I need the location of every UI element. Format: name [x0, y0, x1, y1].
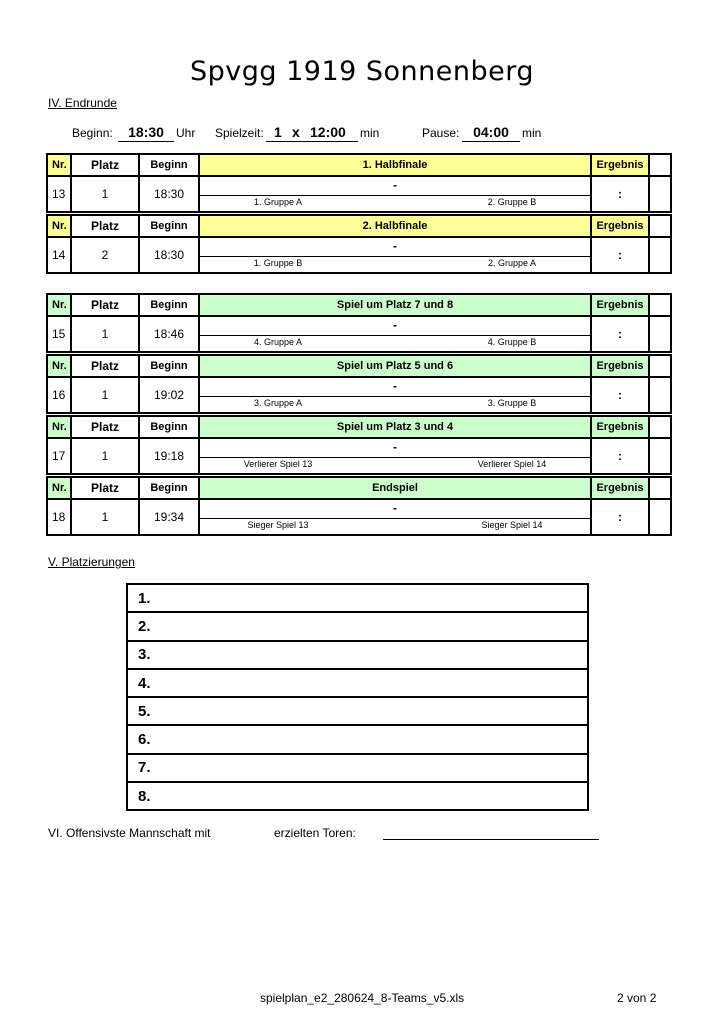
placement-cell[interactable]: 8. — [127, 782, 588, 810]
header-platz: Platz — [71, 154, 139, 176]
placements-table — [126, 583, 589, 811]
match-table — [46, 354, 672, 414]
match-extra-cell — [649, 438, 671, 474]
header-platz: Platz — [71, 355, 139, 377]
match-fixture — [199, 499, 591, 535]
placement-cell[interactable]: 5. — [127, 697, 588, 725]
footer-page-number: 2 von 2 — [617, 991, 657, 1005]
team-2: 2. Gruppe B — [487, 197, 537, 207]
header-nr: Nr. — [47, 477, 71, 499]
team-2: 4. Gruppe B — [487, 337, 537, 347]
match-number: 13 — [47, 176, 71, 212]
team-1: 3. Gruppe A — [253, 398, 303, 408]
header-platz: Platz — [71, 215, 139, 237]
match-number: 17 — [47, 438, 71, 474]
section-platzierungen-heading: V. Platzierungen — [48, 555, 135, 569]
match-title: 1. Halbfinale — [199, 154, 591, 176]
match-table — [46, 415, 672, 475]
match-result[interactable]: : — [591, 438, 649, 474]
match-title: Spiel um Platz 3 und 4 — [199, 416, 591, 438]
match-fixture — [199, 237, 591, 273]
header-ergebnis: Ergebnis — [591, 215, 649, 237]
fixture-dash: - — [393, 318, 397, 332]
team-2: 2. Gruppe A — [487, 258, 537, 268]
header-nr: Nr. — [47, 294, 71, 316]
fixture-dash: - — [393, 501, 397, 515]
match-extra-cell — [649, 176, 671, 212]
header-ergebnis: Ergebnis — [591, 477, 649, 499]
header-beginn: Beginn — [139, 416, 199, 438]
team-1: Sieger Spiel 13 — [247, 520, 309, 530]
fixture-dash: - — [393, 379, 397, 393]
header-extra-cell — [649, 416, 671, 438]
team-1: Verlierer Spiel 13 — [243, 459, 313, 469]
match-extra-cell — [649, 237, 671, 273]
match-start-time: 18:30 — [139, 237, 199, 273]
match-start-time: 19:18 — [139, 438, 199, 474]
match-fixture — [199, 377, 591, 413]
fixture-divider — [200, 256, 590, 257]
team-2: Verlierer Spiel 14 — [477, 459, 547, 469]
header-nr: Nr. — [47, 355, 71, 377]
match-platz: 2 — [71, 237, 139, 273]
team-1: 1. Gruppe A — [253, 197, 303, 207]
placement-cell[interactable]: 3. — [127, 641, 588, 669]
beginn-label: Beginn: — [72, 126, 113, 140]
match-result[interactable]: : — [591, 176, 649, 212]
placement-row — [127, 782, 588, 810]
placement-row — [127, 669, 588, 697]
match-platz: 1 — [71, 499, 139, 535]
header-platz: Platz — [71, 294, 139, 316]
match-platz: 1 — [71, 176, 139, 212]
goals-blank[interactable] — [218, 826, 272, 840]
match-result[interactable]: : — [591, 237, 649, 273]
match-number: 18 — [47, 499, 71, 535]
header-platz: Platz — [71, 416, 139, 438]
header-ergebnis: Ergebnis — [591, 294, 649, 316]
team-2: Sieger Spiel 14 — [481, 520, 543, 530]
match-extra-cell — [649, 499, 671, 535]
placement-cell[interactable]: 2. — [127, 612, 588, 640]
fixture-divider — [200, 335, 590, 336]
match-platz: 1 — [71, 438, 139, 474]
header-beginn: Beginn — [139, 355, 199, 377]
fixture-dash: - — [393, 239, 397, 253]
header-nr: Nr. — [47, 215, 71, 237]
fixture-divider — [200, 518, 590, 519]
section-endrunde-heading: IV. Endrunde — [48, 96, 117, 110]
placement-row — [127, 641, 588, 669]
match-extra-cell — [649, 316, 671, 352]
match-extra-cell — [649, 377, 671, 413]
match-number: 14 — [47, 237, 71, 273]
header-beginn: Beginn — [139, 215, 199, 237]
header-extra-cell — [649, 154, 671, 176]
beginn-value: 18:30 — [118, 124, 174, 142]
header-beginn: Beginn — [139, 477, 199, 499]
match-platz: 1 — [71, 316, 139, 352]
match-fixture — [199, 176, 591, 212]
team-name-blank[interactable] — [383, 826, 599, 840]
spielzeit-label: Spielzeit: — [215, 126, 264, 140]
match-title: Spiel um Platz 7 und 8 — [199, 294, 591, 316]
match-start-time: 18:46 — [139, 316, 199, 352]
placement-cell[interactable]: 7. — [127, 754, 588, 782]
spielzeit-count: 1 — [274, 124, 282, 140]
fixture-divider — [200, 457, 590, 458]
spielzeit-value-group — [266, 124, 358, 142]
placement-row — [127, 725, 588, 753]
header-extra-cell — [649, 477, 671, 499]
spielzeit-times-sign: x — [292, 124, 300, 140]
header-beginn: Beginn — [139, 154, 199, 176]
match-result[interactable]: : — [591, 316, 649, 352]
team-2: 3. Gruppe B — [487, 398, 537, 408]
fixture-dash: - — [393, 440, 397, 454]
match-fixture — [199, 438, 591, 474]
spielzeit-unit: min — [360, 126, 380, 140]
fixture-divider — [200, 195, 590, 196]
placement-row — [127, 584, 588, 612]
header-beginn: Beginn — [139, 294, 199, 316]
match-number: 16 — [47, 377, 71, 413]
placement-cell[interactable]: 4. — [127, 669, 588, 697]
match-title: 2. Halbfinale — [199, 215, 591, 237]
pause-unit: min — [522, 126, 542, 140]
beginn-unit: Uhr — [176, 126, 196, 140]
match-table — [46, 476, 672, 536]
header-ergebnis: Ergebnis — [591, 355, 649, 377]
offensive-prefix: VI. Offensivste Mannschaft mit — [48, 826, 211, 840]
match-start-time: 19:02 — [139, 377, 199, 413]
placement-row — [127, 697, 588, 725]
header-platz: Platz — [71, 477, 139, 499]
header-extra-cell — [649, 294, 671, 316]
footer-filename: spielplan_e2_280624_8-Teams_v5.xls — [260, 991, 465, 1005]
match-title: Spiel um Platz 5 und 6 — [199, 355, 591, 377]
header-extra-cell — [649, 355, 671, 377]
placement-row — [127, 754, 588, 782]
match-start-time: 19:34 — [139, 499, 199, 535]
match-result[interactable]: : — [591, 377, 649, 413]
spielzeit-value: 12:00 — [310, 124, 346, 140]
header-extra-cell — [649, 215, 671, 237]
match-number: 15 — [47, 316, 71, 352]
header-ergebnis: Ergebnis — [591, 416, 649, 438]
match-result[interactable]: : — [591, 499, 649, 535]
placement-cell[interactable]: 6. — [127, 725, 588, 753]
page-title: Spvgg 1919 Sonnenberg — [189, 56, 535, 87]
offensive-suffix: erzielten Toren: — [274, 826, 356, 840]
match-start-time: 18:30 — [139, 176, 199, 212]
pause-value: 04:00 — [462, 124, 520, 142]
match-title: Endspiel — [199, 477, 591, 499]
fixture-divider — [200, 396, 590, 397]
match-platz: 1 — [71, 377, 139, 413]
header-nr: Nr. — [47, 154, 71, 176]
header-nr: Nr. — [47, 416, 71, 438]
match-fixture — [199, 316, 591, 352]
match-table — [46, 214, 672, 274]
placement-row — [127, 612, 588, 640]
team-1: 4. Gruppe A — [253, 337, 303, 347]
match-table — [46, 153, 672, 213]
team-1: 1. Gruppe B — [253, 258, 303, 268]
pause-label: Pause: — [422, 126, 460, 140]
header-ergebnis: Ergebnis — [591, 154, 649, 176]
fixture-dash: - — [393, 178, 397, 192]
placement-cell[interactable]: 1. — [127, 584, 588, 612]
match-table — [46, 293, 672, 353]
